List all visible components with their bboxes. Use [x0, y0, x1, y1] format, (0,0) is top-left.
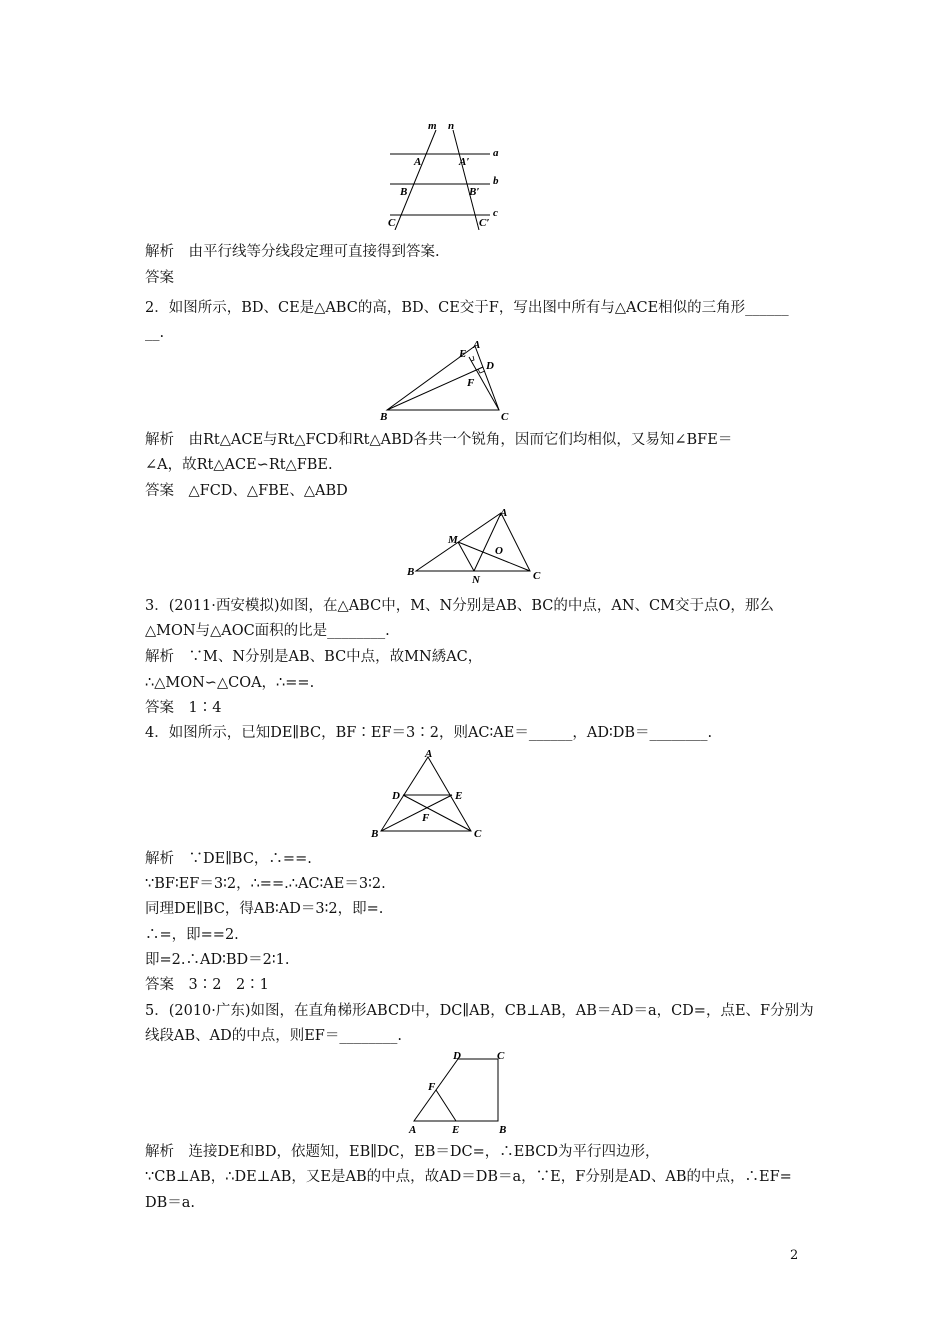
text-line: ∵BF∶EF＝3∶2，∴==.∴AC∶AE＝3∶2.	[145, 876, 386, 892]
text-line: __.	[145, 325, 165, 341]
label-E: E	[452, 1124, 460, 1136]
label-O: O	[495, 545, 503, 557]
label-C-prime: C′	[479, 217, 490, 229]
label-E: E	[459, 348, 467, 360]
label-F: F	[422, 812, 430, 824]
text-line: ∵CB⊥AB，∴DE⊥AB，又E是AB的中点，故AD＝DB＝a，∵E，F分别是AD、AB的中点，∴EF=	[145, 1169, 792, 1185]
text-line: DB＝a.	[145, 1195, 196, 1211]
right-angle-E	[471, 356, 474, 361]
label-D: D	[453, 1050, 461, 1062]
trapezoid-ABCD	[414, 1059, 498, 1121]
label-A: A	[500, 507, 508, 519]
text-line: 3．(2011·西安模拟)如图，在△ABC中，M、N分别是AB、BC的中点，AN、CM交于点O，那么	[145, 598, 774, 614]
text-line: 答案 3∶2 2∶1	[145, 977, 269, 993]
page-number: 2	[790, 1248, 799, 1263]
text-line: 2．如图所示，BD、CE是△ABC的高，BD、CE交于F，写出图中所有与△ACE相似的三角形______	[145, 300, 789, 316]
segment-EF	[436, 1090, 456, 1121]
triangle-ABC	[387, 346, 499, 410]
text-line: 答案 1∶4	[145, 700, 222, 716]
label-c: c	[493, 207, 498, 219]
label-b: b	[493, 175, 499, 187]
label-F: F	[467, 377, 475, 389]
label-C: C	[501, 411, 509, 423]
text-line: ∴△MON∽△COA，∴==.	[145, 675, 315, 691]
text-line: 解析 连接DE和BD，依题知，EB∥DC，EB＝DC=，∴EBCD为平行四边形，	[145, 1144, 660, 1160]
label-C: C	[497, 1050, 505, 1062]
label-F: F	[428, 1081, 436, 1093]
figure-triangle-altitudes	[375, 340, 525, 425]
text-line: 即=2.∴AD∶BD＝2∶1.	[145, 952, 290, 968]
label-E: E	[455, 790, 463, 802]
text-line: 同理DE∥BC，得AB∶AD＝3∶2，即=.	[145, 901, 384, 917]
label-C: C	[533, 570, 541, 582]
label-B: B	[407, 566, 415, 578]
label-M: M	[448, 534, 458, 546]
label-C: C	[388, 217, 396, 229]
text-line: 答案 △FCD、△FBE、△ABD	[145, 483, 348, 499]
text-line: 4．如图所示，已知DE∥BC，BF∶EF＝3∶2，则AC∶AE＝______，AD∶DB＝________.	[145, 725, 713, 741]
label-B: B	[371, 828, 379, 840]
label-A-prime: A′	[459, 156, 470, 168]
figure-triangle-midpoints	[400, 503, 550, 588]
label-D: D	[486, 360, 494, 372]
segment-MN	[458, 542, 474, 571]
text-line: 解析 ∵DE∥BC，∴==.	[145, 851, 312, 867]
text-line: ∠A，故Rt△ACE∽Rt△FBE.	[145, 457, 333, 473]
triangle-ABC	[416, 513, 530, 571]
text-line: △MON与△AOC面积的比是________.	[145, 623, 390, 639]
label-B: B	[400, 186, 408, 198]
segment-CM	[458, 542, 530, 571]
label-n: n	[448, 120, 455, 132]
text-line: 线段AB、AD的中点，则EF＝________.	[145, 1028, 402, 1044]
label-N: N	[472, 574, 480, 586]
label-a: a	[493, 147, 499, 159]
text-line: 5．(2010·广东)如图，在直角梯形ABCD中，DC∥AB，CB⊥AB，AB＝AD＝a，CD=，点E、F分别为	[145, 1003, 814, 1019]
label-m: m	[428, 120, 437, 132]
text-line: 答案	[145, 270, 174, 286]
text-line: ∴=，即==2.	[145, 927, 239, 943]
label-B: B	[499, 1124, 507, 1136]
figure-right-trapezoid	[400, 1047, 525, 1137]
label-D: D	[392, 790, 400, 802]
label-B-prime: B′	[469, 186, 480, 198]
label-C: C	[474, 828, 482, 840]
text-line: 解析 ∵M、N分别是AB、BC中点，故MN綉AC，	[145, 649, 483, 665]
label-A: A	[425, 748, 433, 760]
text-line: 解析 由Rt△ACE与Rt△FCD和Rt△ABD各共一个锐角，因而它们均相似，又易知∠BFE＝	[145, 432, 733, 448]
label-A: A	[473, 340, 481, 351]
figure-triangle-parallel	[365, 745, 490, 845]
label-A: A	[409, 1124, 417, 1136]
label-B: B	[380, 411, 388, 423]
figure-parallel-lines	[380, 118, 510, 230]
text-line: 解析 由平行线等分线段定理可直接得到答案.	[145, 244, 440, 260]
label-A: A	[414, 156, 422, 168]
